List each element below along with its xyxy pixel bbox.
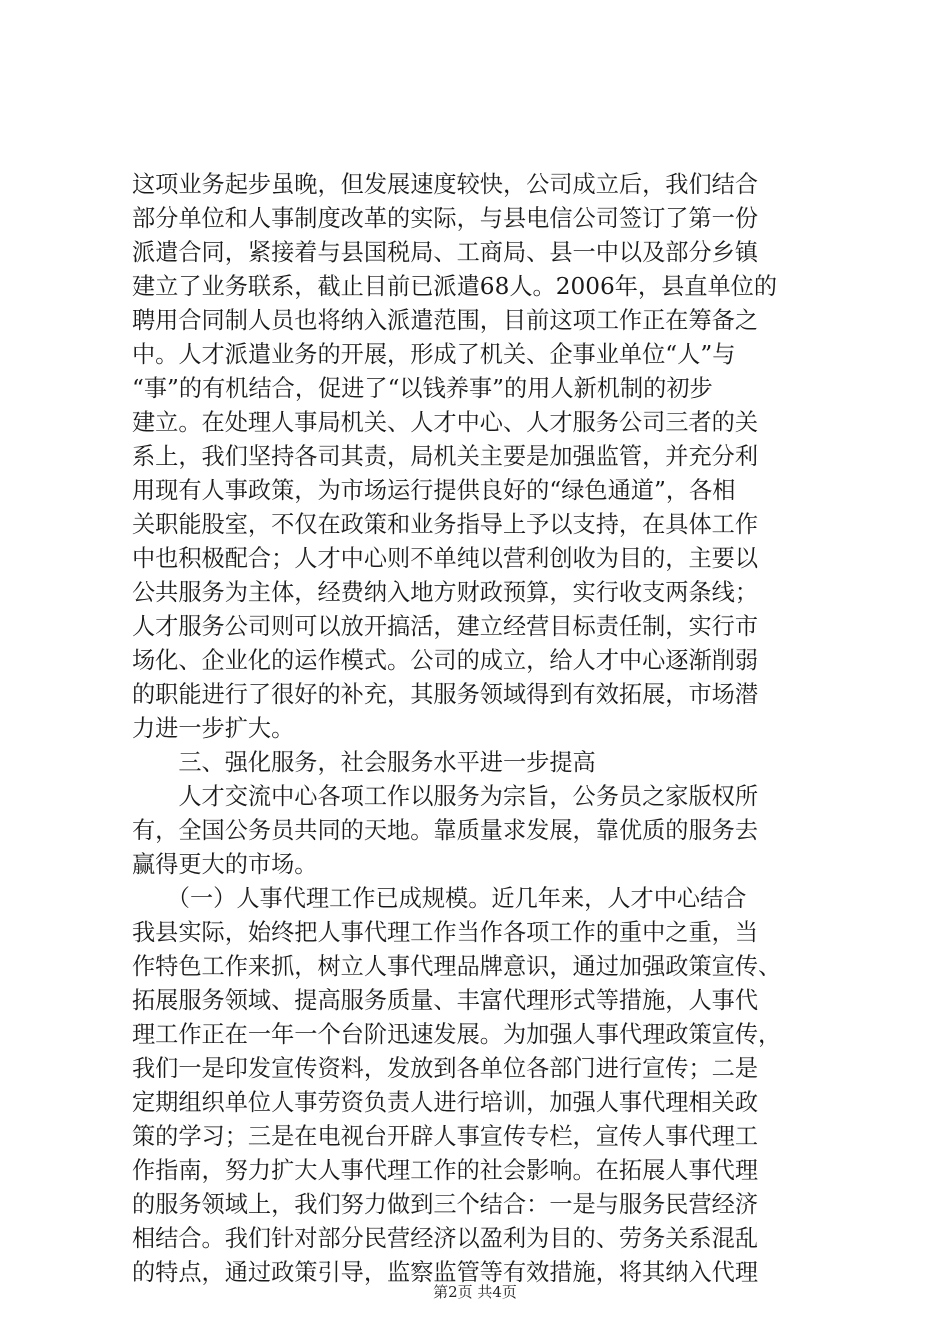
text-line: 的职能进行了很好的补充，其服务领域得到有效拓展，市场潜 [132,681,759,708]
text-line: 相结合。我们针对部分民营经济以盈利为目的、劳务关系混乱 [132,1225,759,1252]
subsection-heading-line: （一）人事代理工作已成规模。近几年来，人才中心结合 [132,885,747,912]
text-line: 有，全国公务员共同的天地。靠质量求发展，靠优质的服务去 [132,817,759,844]
text-line: 这项业务起步虽晚，但发展速度较快，公司成立后，我们结合 [132,171,759,198]
text-line: 场化、企业化的运作模式。公司的成立，给人才中心逐渐削弱 [132,647,759,674]
text-line: 聘用合同制人员也将纳入派遣范围，目前这项工作正在筹备之 [132,307,759,334]
text-line: 用现有人事政策，为市场运行提供良好的“绿色通道”，各相 [132,477,736,504]
text-line: 我县实际，始终把人事代理工作当作各项工作的重中之重，当 [132,919,759,946]
text-line: 力进一步扩大。 [132,715,295,742]
text-line: 人才交流中心各项工作以服务为宗旨，公务员之家版权所 [132,783,759,810]
text-line: 我们一是印发宣传资料，发放到各单位各部门进行宣传；二是 [132,1055,759,1082]
text-line: 的特点，通过政策引导，监察监管等有效措施，将其纳入代理 [132,1259,759,1286]
body-text [132,168,832,1290]
text-line: 作指南，努力扩大人事代理工作的社会影响。在拓展人事代理 [132,1157,759,1184]
text-line: “事”的有机结合，促进了“以钱养事”的用人新机制的初步 [132,375,713,402]
text-line: 拓展服务领域、提高服务质量、丰富代理形式等措施，人事代 [132,987,759,1014]
text-line: 关职能股室，不仅在政策和业务指导上予以支持，在具体工作 [132,511,759,538]
text-line: 建立。在处理人事局机关、人才中心、人才服务公司三者的关 [132,409,759,436]
text-line: 部分单位和人事制度改革的实际，与县电信公司签订了第一份 [132,205,759,232]
section-heading: 三、强化服务，社会服务水平进一步提高 [132,749,596,776]
text-line: 策的学习；三是在电视台开辟人事宣传专栏，宣传人事代理工 [132,1123,759,1150]
text-line: 系上，我们坚持各司其责，局机关主要是加强监管，并充分利 [132,443,759,470]
text-line: 作特色工作来抓，树立人事代理品牌意识，通过加强政策宣传、 [132,953,782,980]
text-line: 中也积极配合；人才中心则不单纯以营利创收为目的，主要以 [132,545,759,572]
text-line: 派遣合同，紧接着与县国税局、工商局、县一中以及部分乡镇 [132,239,759,266]
text-line: 的服务领域上，我们努力做到三个结合：一是与服务民营经济 [132,1191,759,1218]
page-number-footer: 第2页 共4页 [433,1283,517,1301]
text-line: 理工作正在一年一个台阶迅速发展。为加强人事代理政策宣传， [132,1021,782,1048]
text-line: 中。人才派遣业务的开展，形成了机关、企事业单位“人”与 [132,341,736,368]
text-line: 公共服务为主体，经费纳入地方财政预算，实行收支两条线； [132,579,759,606]
text-line: 人才服务公司则可以放开搞活，建立经营目标责任制，实行市 [132,613,759,640]
text-line: 建立了业务联系，截止目前已派遣68人。2006年，县直单位的 [132,273,778,300]
text-line: 赢得更大的市场。 [132,851,318,878]
text-line: 定期组织单位人事劳资负责人进行培训，加强人事代理相关政 [132,1089,759,1116]
